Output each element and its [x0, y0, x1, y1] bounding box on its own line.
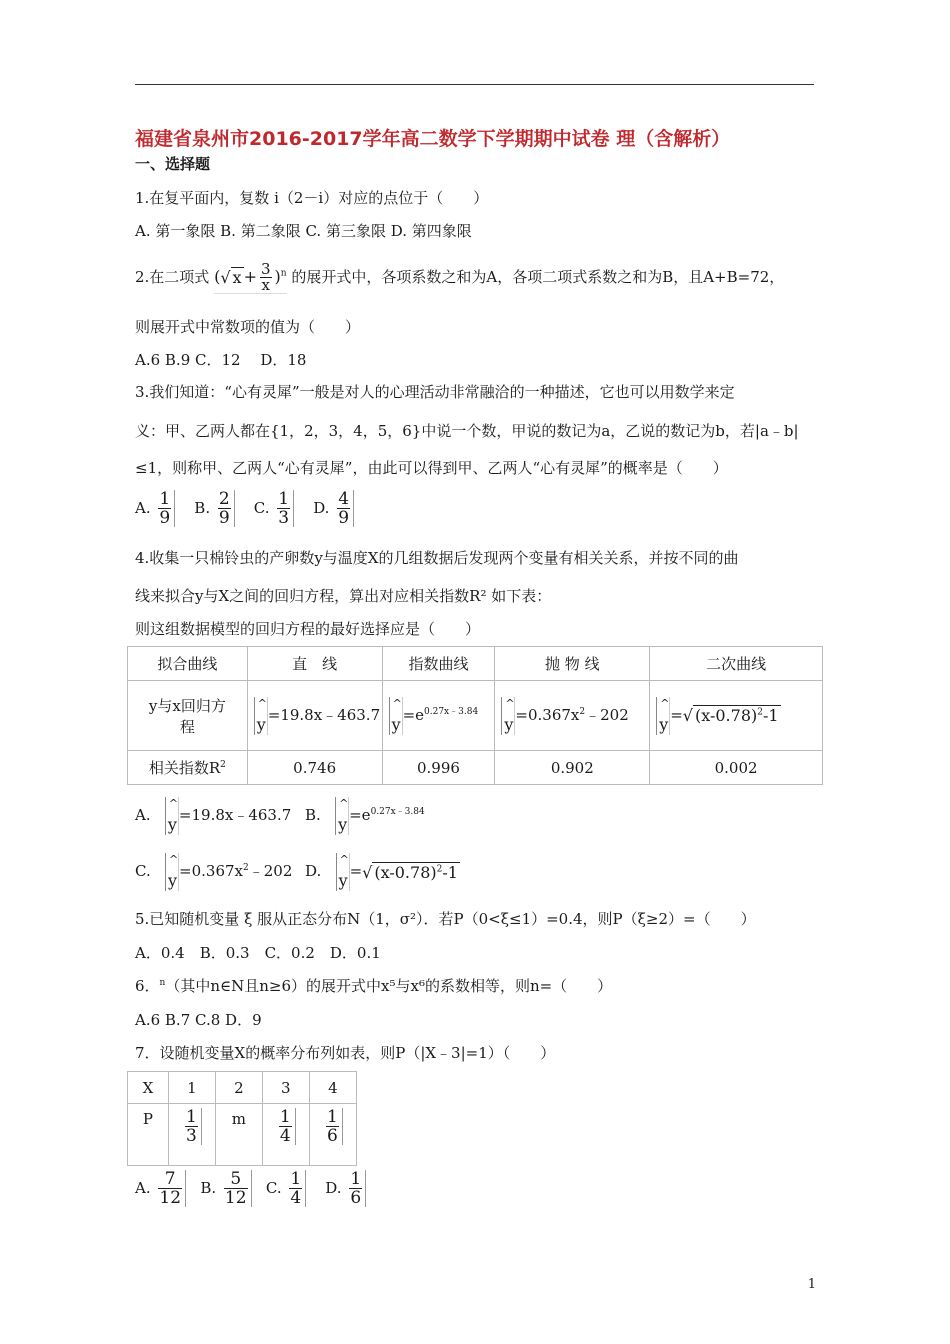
q2-prefix: 2.在二项式: [135, 268, 210, 286]
table-row-label: P: [128, 1104, 169, 1166]
table-cell: 0.996: [382, 751, 495, 785]
q7-option-b: B. $\frac{5}{12}$: [200, 1179, 251, 1197]
q2-suffix: 的展开式中，各项系数之和为A，各项二项式系数之和为B，且A+B=72，: [291, 268, 785, 286]
q6-stem: 6．$^n$（其中n∈N且n≥6）的展开式中x⁵与x⁶的系数相等，则n=（ ）: [135, 977, 613, 995]
q3-option-c: C. $\frac{1}{3}$: [254, 499, 294, 517]
table-row-label: X: [128, 1072, 169, 1104]
q2-stem: [135, 262, 784, 294]
q2-options: A.6 B.9 C．12 D．18: [135, 351, 307, 369]
table-header: 直 线: [247, 647, 382, 681]
table-cell: ^ y $=0.367x^2﹣202$: [495, 681, 650, 751]
table-cell: 0.902: [495, 751, 650, 785]
q4-option-d: D. ^ y =√ $(x-0.78)^2-1$: [305, 853, 458, 890]
q4-line3: 则这组数据模型的回归方程的最好选择应是（ ）: [135, 620, 481, 638]
table-cell: 4: [309, 1072, 356, 1104]
table-cell: 0.002: [650, 751, 823, 785]
q7-options: [135, 1170, 366, 1207]
section-heading: 一、选择题: [135, 155, 211, 173]
q1-stem: 1.在复平面内，复数 i（2－i）对应的点位于（ ）: [135, 189, 489, 207]
table-header: 指数曲线: [382, 647, 495, 681]
table-header: 二次曲线: [650, 647, 823, 681]
q5-options: A．0.4 B．0.3 C．0.2 D．0.1: [135, 944, 381, 962]
table-cell: ^ y =√ $(x-0.78)^2-1$: [650, 681, 823, 751]
table-cell: 0.746: [247, 751, 382, 785]
q7-option-c: C. $\frac{1}{4}$: [266, 1179, 306, 1197]
q3-option-d: D. $\frac{4}{9}$: [313, 499, 354, 517]
q4-line1: 4.收集一只棉铃虫的产卵数y与温度X的几组数据后发现两个变量有相关关系，并按不同的曲: [135, 549, 739, 567]
q6-options: A.6 B.7 C.8 D．9: [135, 1011, 262, 1029]
q5-stem: 5.已知随机变量 ξ 服从正态分布N（1，σ²）．若P（0<ξ≤1）=0.4，则P（ξ≥2）=（ ）: [135, 910, 756, 928]
table-cell: 3: [262, 1072, 309, 1104]
table-cell: $\frac{1}{3}$: [168, 1104, 215, 1166]
table-cell: $\frac{1}{6}$: [309, 1104, 356, 1166]
q4-option-b: B. ^ y $=e^{0.27x﹣3.84}$: [305, 797, 425, 834]
table-header: 拟合曲线: [128, 647, 248, 681]
q4-option-a: A. ^ y =19.8x﹣463.7: [135, 797, 292, 834]
q3-line1: 3.我们知道：“心有灵犀”一般是对人的心理活动非常融洽的一种描述，它也可以用数学来定: [135, 383, 735, 401]
q3-option-b: B. $\frac{2}{9}$: [194, 499, 234, 517]
q3-line3: ≤1，则称甲、乙两人“心有灵犀”，由此可以得到甲、乙两人“心有灵犀”的概率是（ ）: [135, 459, 728, 477]
table-cell: 1: [168, 1072, 215, 1104]
table-cell: $\frac{1}{4}$: [262, 1104, 309, 1166]
q3-option-a: A. $\frac{1}{9}$: [135, 499, 175, 517]
page-number: 1: [807, 1277, 816, 1292]
paper-title: 福建省泉州市2016-2017学年高二数学下学期期中试卷 理（含解析）: [135, 128, 731, 150]
table-cell: ^ y =19.8x﹣463.7: [247, 681, 382, 751]
q3-line2: 义：甲、乙两人都在{1，2，3，4，5，6}中说一个数，甲说的数记为a，乙说的数记为b，若|a﹣b|: [135, 422, 799, 440]
q2-line2: 则展开式中常数项的值为（ ）: [135, 318, 361, 336]
header-rule: [135, 84, 814, 85]
table-cell: ^ y $=e^{0.27x﹣3.84}$: [382, 681, 495, 751]
table-header: 抛 物 线: [495, 647, 650, 681]
q7-stem: 7．设随机变量X的概率分布列如表，则P（|X﹣3|=1）（ ）: [135, 1044, 556, 1062]
q7-option-a: A. $\frac{7}{12}$: [135, 1179, 186, 1197]
q4-regression-table: [127, 646, 823, 785]
table-cell: 2: [216, 1072, 263, 1104]
table-cell: m: [216, 1104, 263, 1166]
table-row-label: y与x回归方 程: [128, 681, 248, 751]
q2-binomial-expression: (√ x + $\frac{3}{x}$ )$^n$: [214, 260, 287, 294]
table-row-label: 相关指数$R^2$: [128, 751, 248, 785]
q4-option-c: C. ^ y $=0.367x^2﹣202$: [135, 853, 293, 890]
q7-distribution-table: [127, 1071, 357, 1166]
q1-options: A. 第一象限 B. 第二象限 C. 第三象限 D. 第四象限: [135, 222, 472, 240]
q7-option-d: D. $\frac{1}{6}$: [325, 1179, 366, 1197]
q3-options: [135, 490, 354, 527]
q4-line2: 线来拟合y与X之间的回归方程，算出对应相关指数R² 如下表：: [135, 587, 552, 605]
